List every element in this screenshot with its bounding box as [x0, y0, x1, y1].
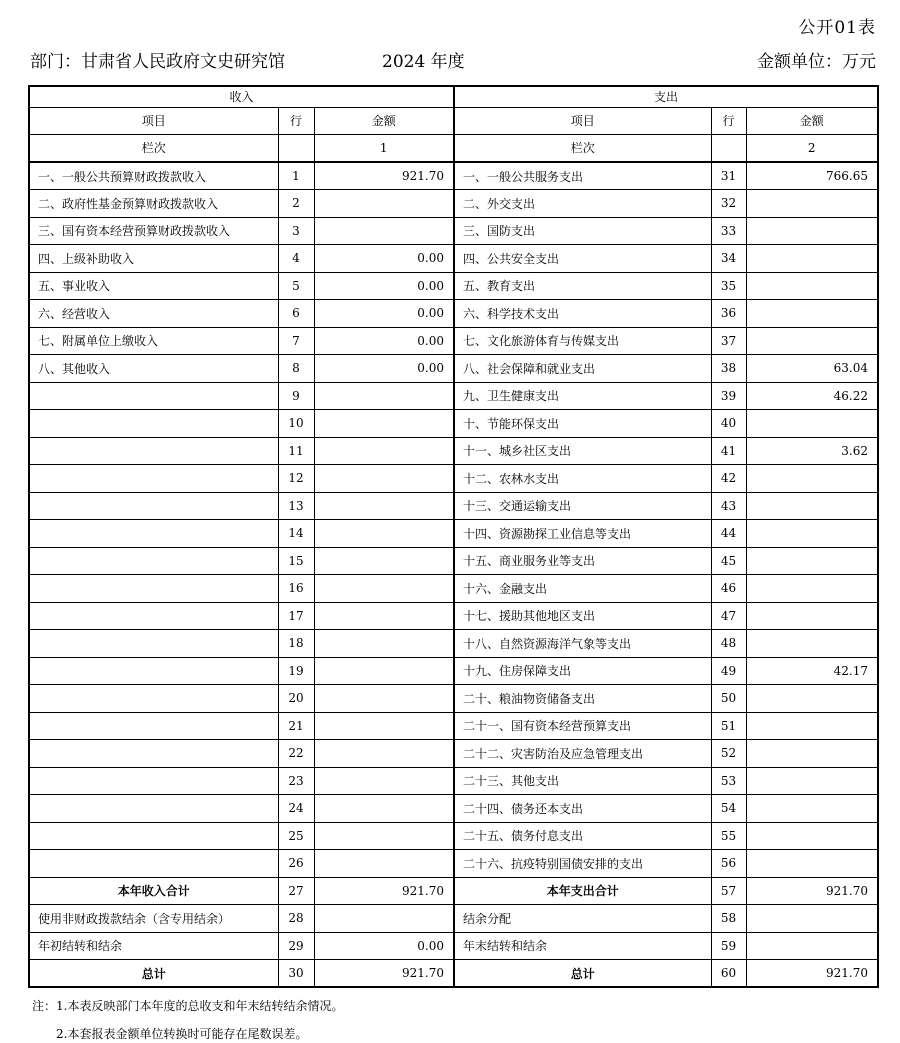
table-row	[29, 740, 878, 768]
income-amount-cell	[314, 437, 454, 465]
lanci-row	[29, 134, 878, 162]
expense-amount-cell	[746, 767, 878, 795]
expense-lanci-rowno-cell	[711, 134, 746, 162]
income-amount-cell	[314, 575, 454, 603]
table-row	[29, 245, 878, 273]
income-amount-cell	[314, 630, 454, 658]
income-amount-cell	[314, 685, 454, 713]
income-rowno-cell: 2	[278, 190, 314, 218]
table-row	[29, 520, 878, 548]
income-amount-cell	[314, 520, 454, 548]
expense-rowno-cell: 51	[711, 712, 746, 740]
income-item-cell	[29, 437, 278, 465]
expense-item-cell: 十、节能环保支出	[454, 410, 711, 438]
table-row	[29, 547, 878, 575]
income-amount-cell	[314, 492, 454, 520]
income-item-cell: 七、附属单位上缴收入	[29, 327, 278, 355]
expense-amount-cell: 3.62	[746, 437, 878, 465]
income-item-cell: 六、经营收入	[29, 300, 278, 328]
income-item-cell	[29, 382, 278, 410]
table-row	[29, 712, 878, 740]
income-amount-cell: 0.00	[314, 327, 454, 355]
income-amount-cell: 0.00	[314, 300, 454, 328]
expense-amount-cell	[746, 547, 878, 575]
expense-item-cell: 二十六、抗疫特别国债安排的支出	[454, 850, 711, 878]
income-item-cell	[29, 767, 278, 795]
income-rowno-cell: 3	[278, 217, 314, 245]
income-col-header-amount: 金额	[314, 107, 454, 134]
income-col-header-item: 项目	[29, 107, 278, 134]
income-item-cell	[29, 465, 278, 493]
income-item-cell: 五、事业收入	[29, 272, 278, 300]
income-rowno-cell: 6	[278, 300, 314, 328]
expense-rowno-cell: 36	[711, 300, 746, 328]
expense-rowno-cell: 45	[711, 547, 746, 575]
income-section-header: 收入	[29, 86, 454, 107]
income-rowno-cell: 17	[278, 602, 314, 630]
income-amount-cell: 0.00	[314, 272, 454, 300]
income-item-cell	[29, 657, 278, 685]
income-amount-cell	[314, 740, 454, 768]
table-row	[29, 437, 878, 465]
income-amount-cell: 921.70	[314, 877, 454, 905]
expense-amount-cell	[746, 190, 878, 218]
expense-rowno-cell: 50	[711, 685, 746, 713]
income-col-header-rowno: 行	[278, 107, 314, 134]
income-amount-cell	[314, 410, 454, 438]
income-rowno-cell: 23	[278, 767, 314, 795]
expense-item-cell: 十三、交通运输支出	[454, 492, 711, 520]
table-row	[29, 492, 878, 520]
expense-amount-cell	[746, 272, 878, 300]
expense-amount-cell	[746, 410, 878, 438]
expense-item-cell: 九、卫生健康支出	[454, 382, 711, 410]
expense-item-cell: 结余分配	[454, 905, 711, 933]
expense-section-header: 支出	[454, 86, 878, 107]
income-amount-cell	[314, 850, 454, 878]
expense-amount-cell	[746, 602, 878, 630]
income-rowno-cell: 21	[278, 712, 314, 740]
expense-rowno-cell: 33	[711, 217, 746, 245]
expense-item-cell: 二十一、国有资本经营预算支出	[454, 712, 711, 740]
expense-amount-cell	[746, 327, 878, 355]
income-item-cell: 二、政府性基金预算财政拨款收入	[29, 190, 278, 218]
income-amount-cell	[314, 382, 454, 410]
expense-amount-cell: 63.04	[746, 355, 878, 383]
expense-item-cell: 十八、自然资源海洋气象等支出	[454, 630, 711, 658]
table-row	[29, 905, 878, 933]
income-amount-cell	[314, 190, 454, 218]
meta-row	[30, 47, 876, 72]
expense-rowno-cell: 44	[711, 520, 746, 548]
income-rowno-cell: 15	[278, 547, 314, 575]
income-item-cell	[29, 410, 278, 438]
income-rowno-cell: 11	[278, 437, 314, 465]
table-row	[29, 300, 878, 328]
expense-amount-cell	[746, 905, 878, 933]
expense-amount-cell	[746, 300, 878, 328]
income-amount-cell	[314, 905, 454, 933]
expense-rowno-cell: 41	[711, 437, 746, 465]
income-amount-cell: 0.00	[314, 932, 454, 960]
expense-rowno-cell: 47	[711, 602, 746, 630]
income-item-cell: 使用非财政拨款结余（含专用结余）	[29, 905, 278, 933]
table-code-label: 公开01表	[798, 18, 876, 38]
income-item-cell	[29, 712, 278, 740]
expense-amount-cell	[746, 245, 878, 273]
income-item-cell: 一、一般公共预算财政拨款收入	[29, 162, 278, 190]
income-lanci-rowno-cell	[278, 134, 314, 162]
expense-amount-cell	[746, 630, 878, 658]
footnotes	[32, 999, 900, 1041]
income-item-cell	[29, 602, 278, 630]
income-rowno-cell: 14	[278, 520, 314, 548]
expense-item-cell: 二十三、其他支出	[454, 767, 711, 795]
income-rowno-cell: 28	[278, 905, 314, 933]
expense-item-cell: 十六、金融支出	[454, 575, 711, 603]
income-rowno-cell: 12	[278, 465, 314, 493]
expense-rowno-cell: 48	[711, 630, 746, 658]
expense-amount-cell: 921.70	[746, 877, 878, 905]
income-amount-cell	[314, 822, 454, 850]
expense-item-cell: 七、文化旅游体育与传媒支出	[454, 327, 711, 355]
income-item-cell	[29, 685, 278, 713]
expense-amount-cell	[746, 520, 878, 548]
expense-lanci-colno: 2	[746, 134, 878, 162]
expense-amount-cell	[746, 217, 878, 245]
income-rowno-cell: 10	[278, 410, 314, 438]
expense-rowno-cell: 53	[711, 767, 746, 795]
income-amount-cell	[314, 795, 454, 823]
expense-rowno-cell: 40	[711, 410, 746, 438]
expense-rowno-cell: 34	[711, 245, 746, 273]
expense-amount-cell	[746, 740, 878, 768]
expense-item-cell: 六、科学技术支出	[454, 300, 711, 328]
income-amount-cell: 921.70	[314, 162, 454, 190]
table-row	[29, 410, 878, 438]
income-rowno-cell: 5	[278, 272, 314, 300]
income-rowno-cell: 22	[278, 740, 314, 768]
expense-amount-cell	[746, 492, 878, 520]
income-rowno-cell: 9	[278, 382, 314, 410]
expense-amount-cell: 766.65	[746, 162, 878, 190]
table-row	[29, 657, 878, 685]
table-row	[29, 575, 878, 603]
income-rowno-cell: 18	[278, 630, 314, 658]
expense-amount-cell	[746, 850, 878, 878]
expense-item-cell: 二十四、债务还本支出	[454, 795, 711, 823]
expense-rowno-cell: 31	[711, 162, 746, 190]
expense-rowno-cell: 38	[711, 355, 746, 383]
expense-amount-cell: 921.70	[746, 960, 878, 988]
expense-rowno-cell: 54	[711, 795, 746, 823]
income-item-cell: 四、上级补助收入	[29, 245, 278, 273]
expense-rowno-cell: 52	[711, 740, 746, 768]
income-item-cell: 总计	[29, 960, 278, 988]
table-row	[29, 162, 878, 190]
income-amount-cell: 0.00	[314, 245, 454, 273]
income-amount-cell	[314, 602, 454, 630]
table-row	[29, 850, 878, 878]
expense-item-cell: 二、外交支出	[454, 190, 711, 218]
expense-col-header-rowno: 行	[711, 107, 746, 134]
budget-table	[28, 85, 879, 988]
income-lanci-colno: 1	[314, 134, 454, 162]
table-row	[29, 217, 878, 245]
income-rowno-cell: 26	[278, 850, 314, 878]
income-item-cell	[29, 547, 278, 575]
expense-item-cell: 二十五、债务付息支出	[454, 822, 711, 850]
income-amount-cell: 921.70	[314, 960, 454, 988]
income-rowno-cell: 30	[278, 960, 314, 988]
expense-amount-cell	[746, 712, 878, 740]
expense-amount-cell	[746, 822, 878, 850]
expense-rowno-cell: 32	[711, 190, 746, 218]
expense-rowno-cell: 37	[711, 327, 746, 355]
table-row	[29, 465, 878, 493]
income-rowno-cell: 29	[278, 932, 314, 960]
table-row	[29, 382, 878, 410]
expense-item-cell: 十四、资源勘探工业信息等支出	[454, 520, 711, 548]
column-header-row	[29, 107, 878, 134]
income-lanci-label: 栏次	[29, 134, 278, 162]
income-item-cell	[29, 795, 278, 823]
table-row	[29, 602, 878, 630]
income-amount-cell: 0.00	[314, 355, 454, 383]
income-item-cell	[29, 630, 278, 658]
income-item-cell: 年初结转和结余	[29, 932, 278, 960]
expense-rowno-cell: 56	[711, 850, 746, 878]
income-amount-cell	[314, 767, 454, 795]
expense-amount-cell: 42.17	[746, 657, 878, 685]
table-row	[29, 932, 878, 960]
table-row	[29, 355, 878, 383]
footnote-2: 2.本套报表金额单位转换时可能存在尾数误差。	[56, 1027, 308, 1041]
table-row	[29, 822, 878, 850]
expense-amount-cell	[746, 685, 878, 713]
expense-rowno-cell: 57	[711, 877, 746, 905]
table-row	[29, 685, 878, 713]
expense-item-cell: 十七、援助其他地区支出	[454, 602, 711, 630]
expense-item-cell: 三、国防支出	[454, 217, 711, 245]
expense-item-cell: 二十二、灾害防治及应急管理支出	[454, 740, 711, 768]
income-item-cell	[29, 850, 278, 878]
unit-label: 金额单位：万元	[757, 52, 876, 72]
income-rowno-cell: 13	[278, 492, 314, 520]
income-item-cell	[29, 740, 278, 768]
income-amount-cell	[314, 657, 454, 685]
table-row	[29, 190, 878, 218]
income-item-cell	[29, 822, 278, 850]
expense-item-cell: 总计	[454, 960, 711, 988]
income-amount-cell	[314, 465, 454, 493]
expense-item-cell: 五、教育支出	[454, 272, 711, 300]
year-label: 2024 年度	[382, 52, 465, 72]
table-row	[29, 795, 878, 823]
income-rowno-cell: 16	[278, 575, 314, 603]
income-amount-cell	[314, 712, 454, 740]
income-rowno-cell: 25	[278, 822, 314, 850]
table-row	[29, 767, 878, 795]
expense-rowno-cell: 35	[711, 272, 746, 300]
table-row	[29, 630, 878, 658]
expense-item-cell: 八、社会保障和就业支出	[454, 355, 711, 383]
section-header-row	[29, 86, 878, 107]
expense-rowno-cell: 49	[711, 657, 746, 685]
table-row	[29, 960, 878, 988]
income-item-cell	[29, 520, 278, 548]
income-item-cell: 八、其他收入	[29, 355, 278, 383]
expense-amount-cell	[746, 575, 878, 603]
expense-amount-cell	[746, 932, 878, 960]
income-amount-cell	[314, 217, 454, 245]
expense-rowno-cell: 59	[711, 932, 746, 960]
table-row	[29, 272, 878, 300]
expense-item-cell: 一、一般公共服务支出	[454, 162, 711, 190]
expense-item-cell: 十一、城乡社区支出	[454, 437, 711, 465]
income-rowno-cell: 20	[278, 685, 314, 713]
expense-item-cell: 四、公共安全支出	[454, 245, 711, 273]
income-amount-cell	[314, 547, 454, 575]
table-row	[29, 327, 878, 355]
expense-lanci-label: 栏次	[454, 134, 711, 162]
table-row	[29, 877, 878, 905]
expense-item-cell: 十五、商业服务业等支出	[454, 547, 711, 575]
income-item-cell: 本年收入合计	[29, 877, 278, 905]
expense-rowno-cell: 55	[711, 822, 746, 850]
department-label: 部门：甘肃省人民政府文史研究馆	[30, 52, 285, 72]
income-item-cell	[29, 492, 278, 520]
expense-col-header-item: 项目	[454, 107, 711, 134]
income-rowno-cell: 24	[278, 795, 314, 823]
income-item-cell	[29, 575, 278, 603]
income-rowno-cell: 19	[278, 657, 314, 685]
expense-item-cell: 年末结转和结余	[454, 932, 711, 960]
expense-item-cell: 十九、住房保障支出	[454, 657, 711, 685]
expense-amount-cell	[746, 795, 878, 823]
income-rowno-cell: 8	[278, 355, 314, 383]
income-rowno-cell: 4	[278, 245, 314, 273]
expense-amount-cell: 46.22	[746, 382, 878, 410]
income-item-cell: 三、国有资本经营预算财政拨款收入	[29, 217, 278, 245]
expense-amount-cell	[746, 465, 878, 493]
income-rowno-cell: 27	[278, 877, 314, 905]
expense-rowno-cell: 42	[711, 465, 746, 493]
expense-item-cell: 本年支出合计	[454, 877, 711, 905]
footnote-1: 注：1.本表反映部门本年度的总收支和年末结转结余情况。	[32, 999, 344, 1013]
expense-rowno-cell: 46	[711, 575, 746, 603]
expense-col-header-amount: 金额	[746, 107, 878, 134]
expense-item-cell: 十二、农林水支出	[454, 465, 711, 493]
expense-item-cell: 二十、粮油物资储备支出	[454, 685, 711, 713]
expense-rowno-cell: 58	[711, 905, 746, 933]
expense-rowno-cell: 43	[711, 492, 746, 520]
income-rowno-cell: 7	[278, 327, 314, 355]
expense-rowno-cell: 60	[711, 960, 746, 988]
income-rowno-cell: 1	[278, 162, 314, 190]
expense-rowno-cell: 39	[711, 382, 746, 410]
